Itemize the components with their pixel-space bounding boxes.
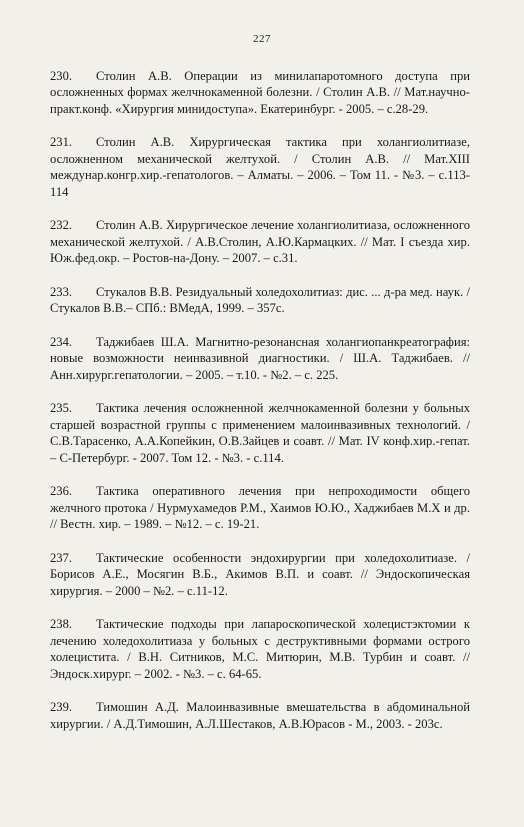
reference-number: 230. [50, 68, 73, 83]
reference-text: Стукалов В.В. Резидуальный холедохолитиаз: дис. ... д-ра мед. наук. / Стукалов В.В.– СПб.: ВМедА, 1999. – 357с. [50, 284, 470, 316]
reference-text: Таджибаев Ш.А. Магнитно-резонансная холангиопанкреатография: новые возможности неинвазивной диагностики. / Ш.А. Таджибаев. // Анн.хирург.гепатологии. – 2005. – т.10. - №2. – с. 225. [50, 334, 470, 382]
reference-number: 233. [50, 284, 73, 299]
reference-item [50, 68, 470, 118]
reference-list [50, 55, 470, 749]
reference-text: Тактика лечения осложненной желчнокаменной болезни у больных старшей возрастной группы с применением малоинвазивных технологий. / С.В.Тарасенко, А.А.Копейкин, О.В.Зайцев и соавт. // Мат. IV конф.хир.-гепат. – С-Петербург. - 2007. Том 12. - №3. - с.114. [50, 401, 470, 465]
reference-item [50, 483, 470, 533]
reference-item [50, 550, 470, 600]
reference-number: 231. [50, 135, 73, 150]
reference-item [50, 284, 470, 317]
reference-text: Столин А.В. Операции из минилапаротомного доступа при осложненных формах желчнокаменной болезни. / Столин А.В. // Мат.научно-практ.конф. «Хирургия минидоступа». Екатеринбург. - 2005. – с.28-29. [50, 68, 470, 116]
reference-item [50, 217, 470, 267]
reference-number: 235. [50, 401, 73, 416]
reference-item [50, 616, 470, 682]
reference-item [50, 699, 470, 732]
reference-item [50, 400, 470, 466]
reference-text: Столин А.В. Хирургическое лечение холангиолитиаза, осложненного механической желтухой. / А.В.Столин, А.Ю.Кармацких. // Мат. I съезда хир. Юж.фед.окр. – Ростов-на-Дону. – 2007. – с.31. [50, 218, 470, 266]
reference-number: 232. [50, 218, 73, 233]
reference-number: 238. [50, 617, 73, 632]
reference-text: Тактика оперативного лечения при непроходимости общего желчного протока / Нурмухамедов Р.М., Хаимов Ю.Ю., Хаджибаев М.Х и др. // Вестн. хир. – 1989. – №12. – с. 19-21. [50, 484, 470, 532]
reference-text: Тактические особенности эндохирургии при холедохолитиазе. / Борисов А.Е., Мосягин В.Б., Акимов В.П. и соавт. // Эндоскопическая хирургия. – 2000 – №2. – с.11-12. [50, 550, 470, 598]
reference-number: 236. [50, 484, 73, 499]
page-number: 227 [253, 33, 271, 45]
reference-number: 237. [50, 550, 73, 565]
reference-text: Тактические подходы при лапароскопической холецистэктомии к лечению холедохолитиаза у больных с деструктивными формами острого холецистита. / В.Н. Ситников, М.С. Митюрин, М.В. Турбин и соавт. // Эндоск.хирург. – 2002. - №3. – с. 64-65. [50, 617, 470, 681]
reference-text: Столин А.В. Хирургическая тактика при холангиолитиазе, осложненном механической желтухой. / Столин А.В. // Мат.XIII междунар.конгр.хир.-гепатологов. – Алматы. – 2006. – Том 11. - №3. – с.113-114 [50, 135, 470, 199]
reference-number: 234. [50, 334, 73, 349]
reference-item [50, 134, 470, 200]
reference-text: Тимошин А.Д. Малоинвазивные вмешательства в абдоминальной хирургии. / А.Д.Тимошин, А.Л.Шестаков, А.В.Юрасов - М., 2003. - 203с. [50, 700, 470, 731]
reference-number: 239. [50, 700, 73, 715]
reference-item [50, 334, 470, 384]
